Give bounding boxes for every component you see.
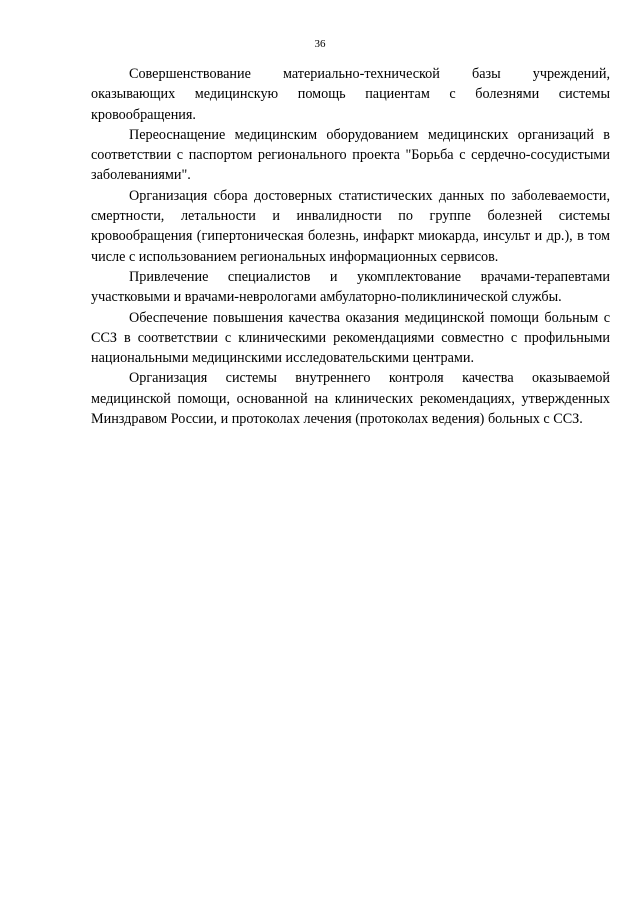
page-number: 36 bbox=[314, 38, 326, 50]
document-body bbox=[91, 64, 610, 429]
paragraph-equipment: Переоснащение медицинским оборудованием медицинских организаций в соответствии с паспортом регионального проекта "Борьба с сердечно-сосудистыми заболеваниями". bbox=[91, 126, 610, 184]
paragraph-material-base: Совершенствование материально-технической базы учреждений, оказывающих медицинскую помощь пациентам с болезнями системы кровообращения. bbox=[91, 66, 610, 123]
paragraph-staffing: Привлечение специалистов и укомплектование врачами-терапевтами участковыми и врачами-неврологами амбулаторно-поликлинической службы. bbox=[91, 268, 610, 306]
paragraph-internal-control: Организация системы внутреннего контроля качества оказываемой медицинской помощи, основанной на клинических рекомендациях, утвержденных Минздравом России, и протоколах лечения (протоколах ведения) больных с ССЗ. bbox=[91, 370, 610, 428]
paragraph-quality: Обеспечение повышения качества оказания медицинской помощи больным с ССЗ в соответствии с клиническими рекомендациями совместно с профильными национальными медицинскими исследовательскими центрами. bbox=[91, 309, 610, 367]
paragraph-statistics: Организация сбора достоверных статистических данных по заболеваемости, смертности, летальности и инвалидности по группе болезней системы кровообращения (гипертоническая болезнь, инфаркт миокарда, инсульт и др.), в том числе с использованием региональных информационных сервисов. bbox=[91, 187, 610, 265]
